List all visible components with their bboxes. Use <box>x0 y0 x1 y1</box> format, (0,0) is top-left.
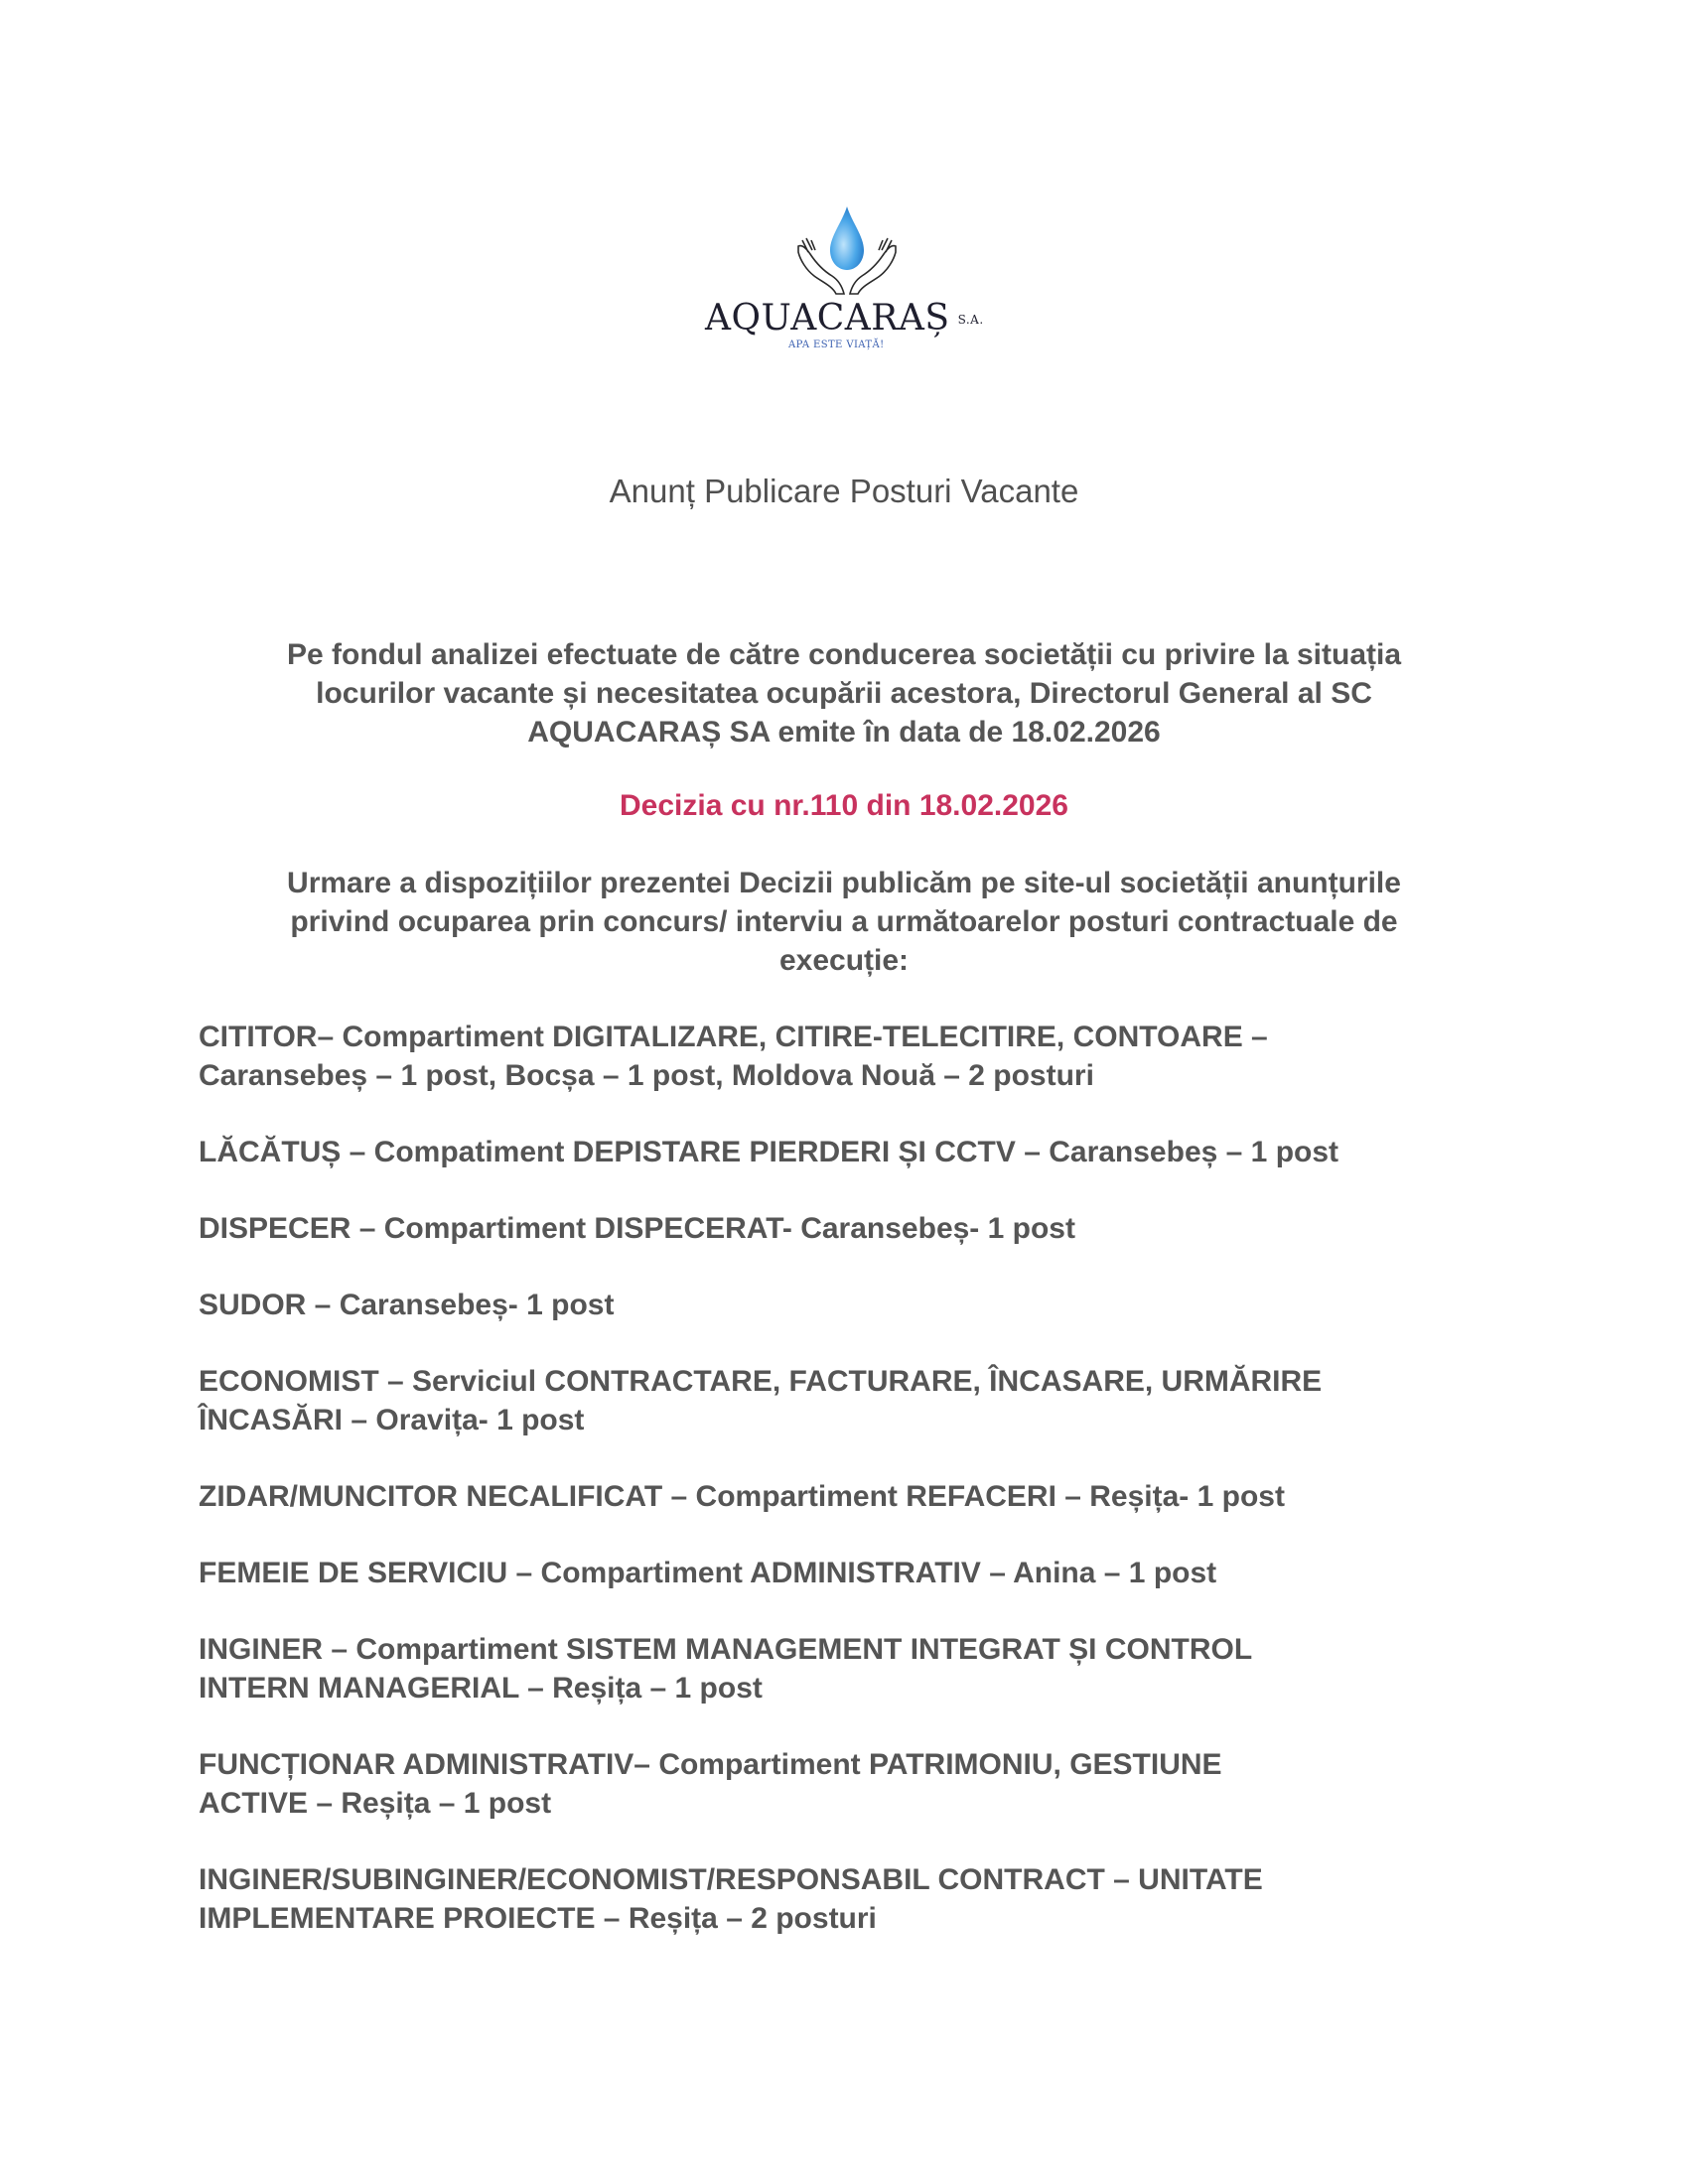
job-item-inginer <box>199 1630 1509 1707</box>
job-line: Caransebeș – 1 post, Bocșa – 1 post, Moldova Nouă – 2 posturi <box>199 1059 1094 1092</box>
job-line: IMPLEMENTARE PROIECTE – Reșița – 2 posturi <box>199 1902 877 1935</box>
job-line: ECONOMIST – Serviciul CONTRACTARE, FACTURARE, ÎNCASARE, URMĂRIRE <box>199 1365 1323 1398</box>
water-drop-shape <box>830 206 864 270</box>
job-line: LĂCĂTUȘ – Compatiment DEPISTARE PIERDERI ȘI CCTV – Caransebeș – 1 post <box>199 1136 1339 1168</box>
brand-name: AQUACARAȘ <box>705 298 950 339</box>
job-line: INGINER/SUBINGINER/ECONOMIST/RESPONSABIL CONTRACT – UNITATE <box>199 1863 1263 1896</box>
job-item-sudor <box>199 1286 1509 1324</box>
intro-line: AQUACARAȘ SA emite în data de 18.02.2026 <box>527 716 1161 749</box>
company-name <box>705 298 993 339</box>
job-line: FUNCȚIONAR ADMINISTRATIV– Compartiment PATRIMONIU, GESTIUNE <box>199 1748 1222 1781</box>
job-line: ÎNCASĂRI – Oravița- 1 post <box>199 1404 585 1436</box>
publication-paragraph <box>199 864 1489 980</box>
intro-paragraph <box>199 635 1489 751</box>
water-drop-hands-icon <box>792 205 902 299</box>
job-item-dispecer <box>199 1209 1509 1248</box>
company-logo <box>705 199 993 357</box>
job-item-functionar <box>199 1745 1509 1823</box>
job-list <box>199 1018 1509 1976</box>
page-title: Anunț Publicare Posturi Vacante <box>609 473 1079 509</box>
job-item-femeie-de-serviciu <box>199 1554 1509 1592</box>
job-item-zidar <box>199 1477 1509 1516</box>
job-line: SUDOR – Caransebeș- 1 post <box>199 1289 615 1321</box>
job-line: INGINER – Compartiment SISTEM MANAGEMENT INTEGRAT ȘI CONTROL <box>199 1633 1253 1666</box>
job-item-economist <box>199 1362 1509 1439</box>
company-tagline: APA ESTE VIAȚĂ! <box>788 340 885 350</box>
publication-line: privind ocuparea prin concurs/ interviu a următoarelor posturi contractuale de <box>290 905 1398 938</box>
intro-line: locurilor vacante și necesitatea ocupării acestora, Directorul General al SC <box>316 677 1372 710</box>
job-line: DISPECER – Compartiment DISPECERAT- Caransebeș- 1 post <box>199 1212 1075 1245</box>
job-line: FEMEIE DE SERVICIU – Compartiment ADMINISTRATIV – Anina – 1 post <box>199 1557 1217 1589</box>
publication-line: execuție: <box>778 944 910 977</box>
job-item-cititor <box>199 1018 1509 1095</box>
job-item-lacatus <box>199 1133 1509 1171</box>
decision-reference: Decizia cu nr.110 din 18.02.2026 <box>620 789 1068 822</box>
intro-line: Pe fondul analizei efectuate de către conducerea societății cu privire la situația <box>286 638 1402 671</box>
job-item-uip <box>199 1860 1509 1938</box>
publication-line: Urmare a dispozițiilor prezentei Decizii publicăm pe site-ul societății anunțurile <box>287 867 1401 899</box>
brand-suffix: S.A. <box>957 313 984 327</box>
job-line: CITITOR– Compartiment DIGITALIZARE, CITIRE-TELECITIRE, CONTOARE – <box>199 1021 1268 1053</box>
job-line: ZIDAR/MUNCITOR NECALIFICAT – Compartiment REFACERI – Reșița- 1 post <box>199 1480 1285 1513</box>
job-line: INTERN MANAGERIAL – Reșița – 1 post <box>199 1672 763 1705</box>
job-line: ACTIVE – Reșița – 1 post <box>199 1787 552 1820</box>
